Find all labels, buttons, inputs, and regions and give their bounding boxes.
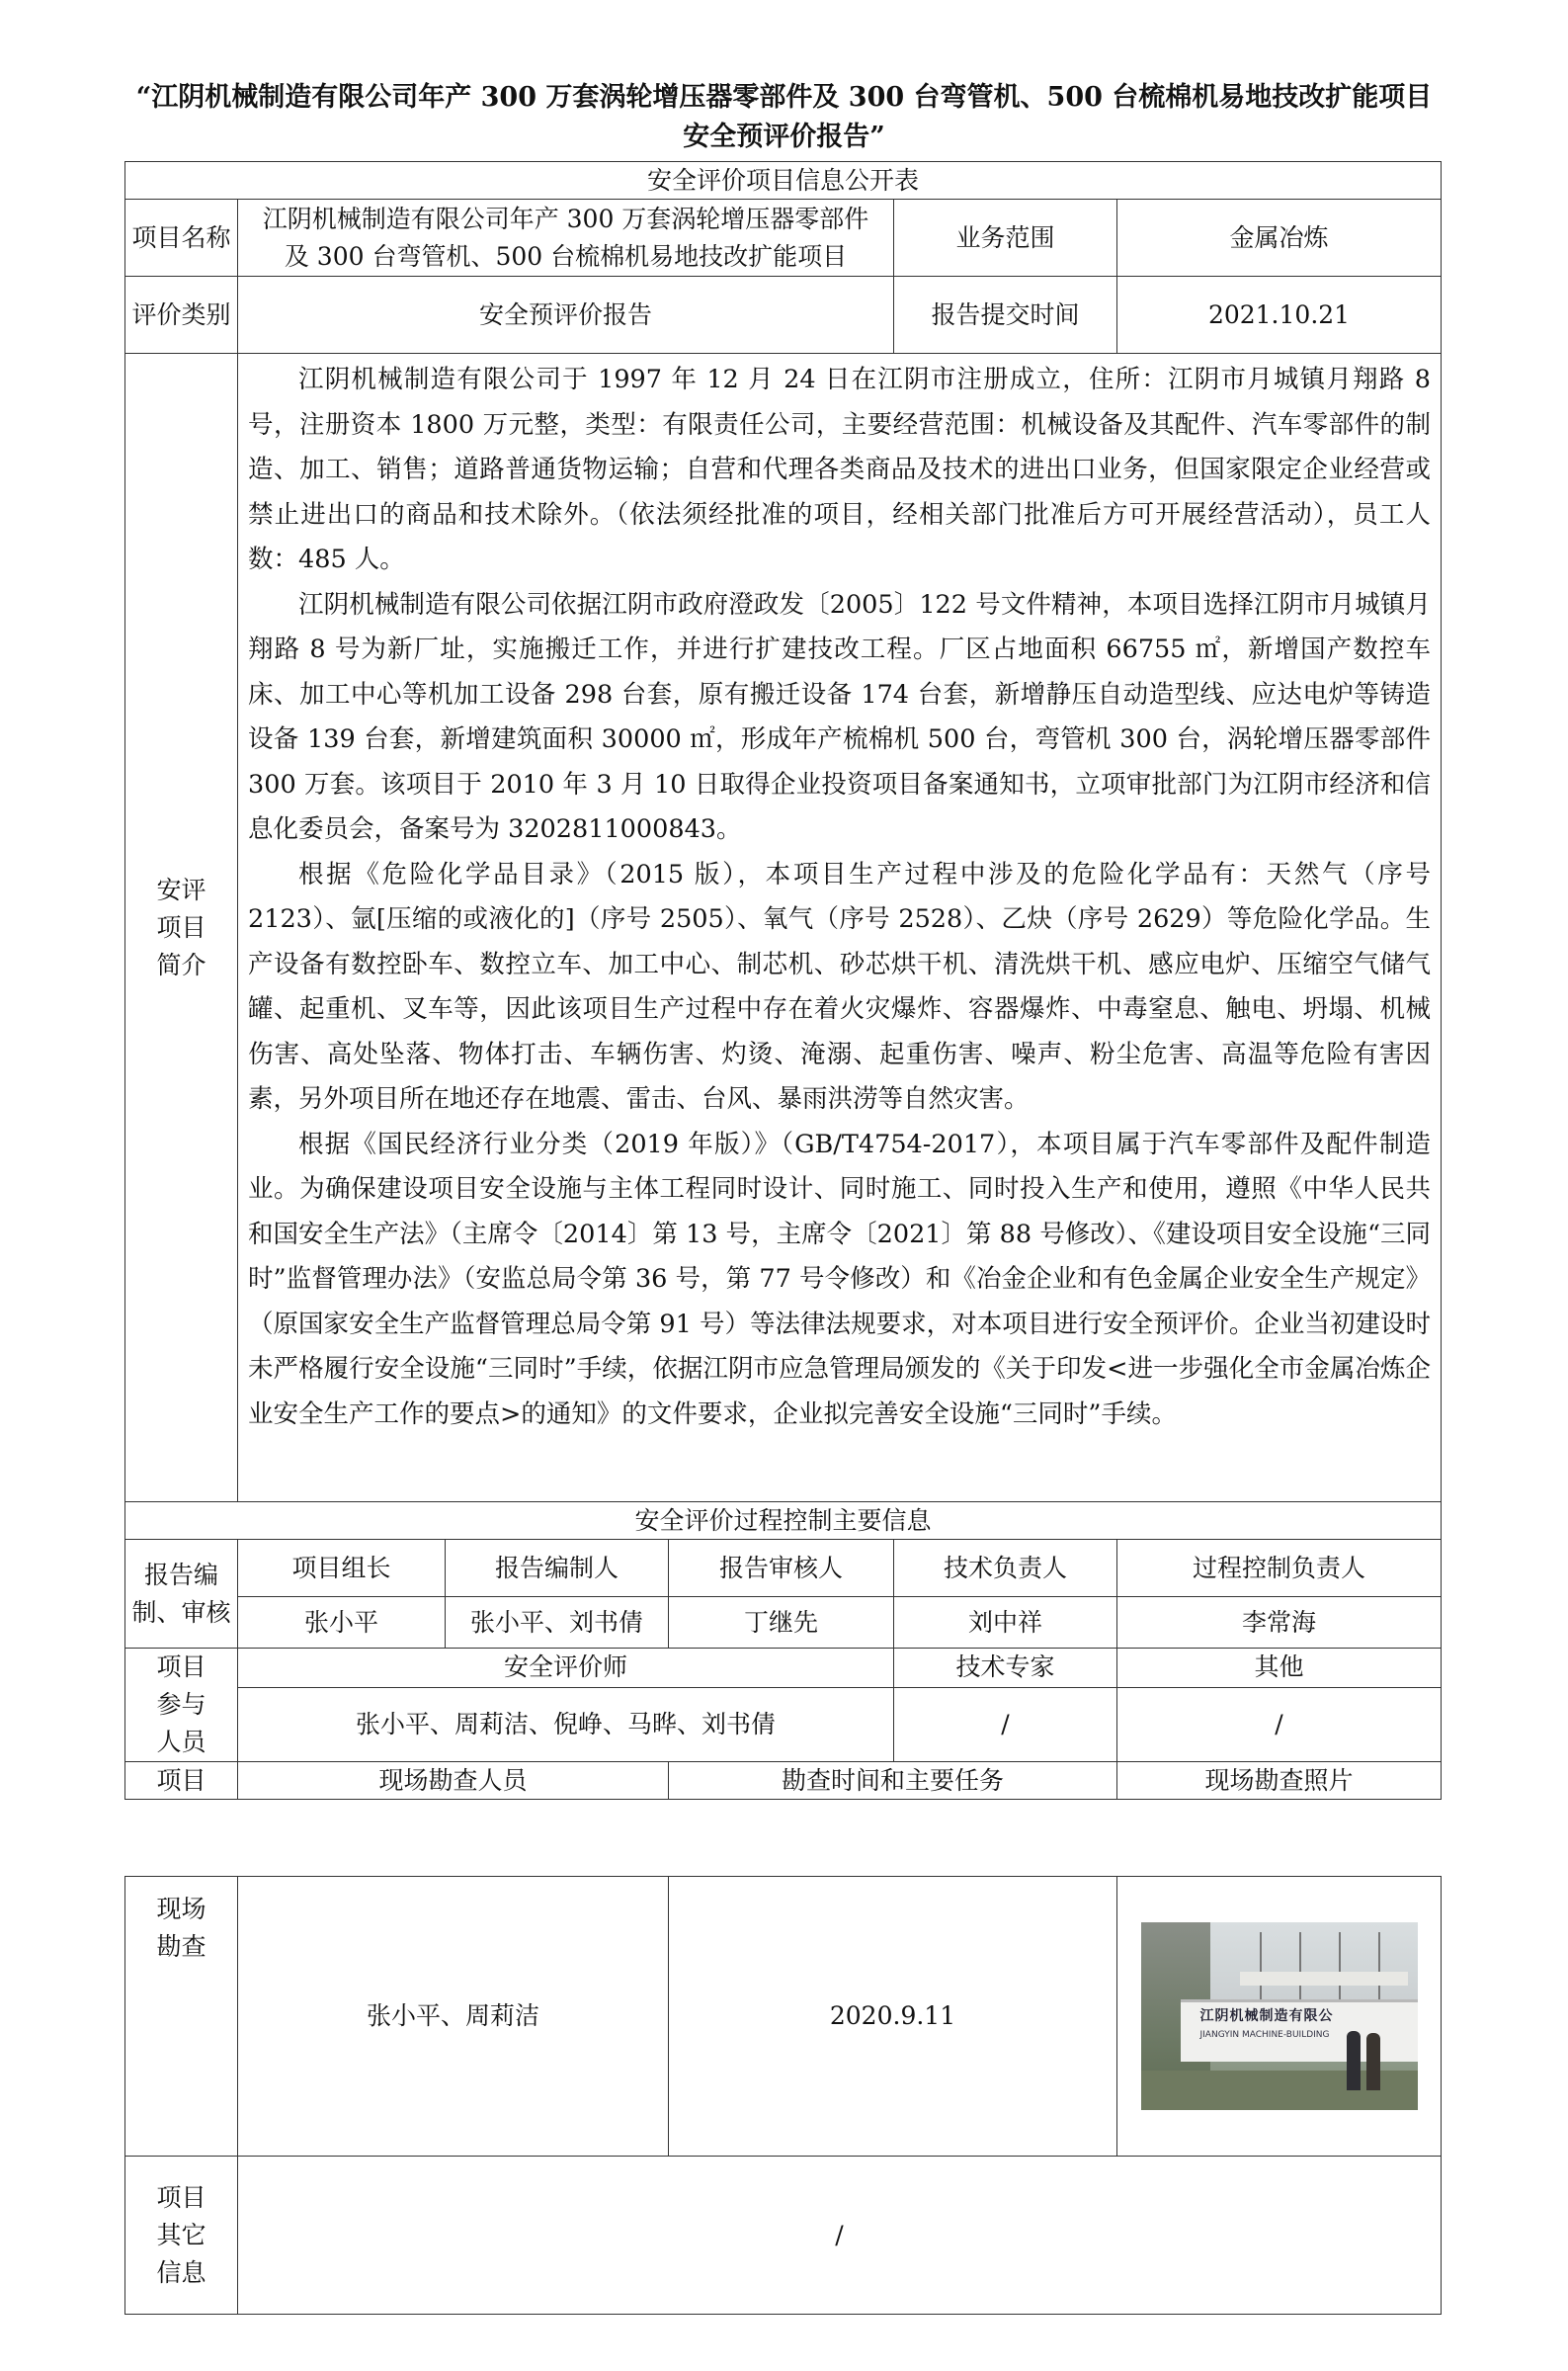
submit-time-value: 2021.10.21 [1117, 277, 1442, 354]
report-label: 报告编制、审核 [125, 1540, 238, 1649]
expert-label: 技术专家 [894, 1649, 1117, 1688]
person-process-lead: 李常海 [1117, 1597, 1442, 1649]
evaluator-label: 安全评价师 [238, 1649, 894, 1688]
survey-photo [1141, 1922, 1418, 2110]
others-value: / [1117, 1687, 1442, 1761]
photo-pole [1378, 1932, 1380, 2001]
eval-type-value: 安全预评价报告 [238, 277, 894, 354]
intro-label: 安评项目简介 [125, 354, 238, 1502]
project-label: 项目 [125, 1762, 238, 1800]
role-tech-lead: 技术负责人 [894, 1540, 1117, 1597]
report-title-line2: 安全预评价报告” [683, 122, 885, 152]
survey-table [124, 1876, 1442, 2315]
submit-time-label: 报告提交时间 [894, 277, 1117, 354]
photo-person [1366, 2033, 1380, 2090]
intro-text [238, 354, 1442, 1502]
business-scope-value: 金属冶炼 [1117, 200, 1442, 277]
experts-value: / [894, 1687, 1117, 1761]
photo-pole [1339, 1932, 1341, 2001]
report-title-line1: “江阴机械制造有限公司年产 300 万套涡轮增压器零部件及 300 台弯管机、500 台梳棉机易地技改扩能项目 [135, 82, 1433, 113]
photo-pole [1299, 1932, 1301, 2001]
other-info-label: 项目其它信息 [125, 2157, 238, 2315]
project-name-label: 项目名称 [125, 200, 238, 277]
intro-paragraph: 江阴机械制造有限公司于 1997 年 12 月 24 日在江阴市注册成立，住所：江阴市月城镇月翔路 8 号，注册资本 1800 万元整，类型：有限责任公司，主要经营范围：机械设备及其配件、汽车零部件的制造、加工、销售；道路普通货物运输；自营和代理各类商品及技术的进出口业务，但国家限定企业经营或禁止进出口的商品和技术除外。（依法须经批准的项目，经相关部门批准后方可开展经营活动），员工人数：485 人。 [248, 365, 1432, 574]
person-tech-lead: 刘中祥 [894, 1597, 1117, 1649]
role-process-lead: 过程控制负责人 [1117, 1540, 1442, 1597]
intro-paragraph: 根据《危险化学品目录》（2015 版），本项目生产过程中涉及的危险化学品有：天然气（序号 2123）、氩[压缩的或液化的]（序号 2505）、氧气（序号 2528）、乙炔（序号 2629）等危险化学品。生产设备有数控卧车、数控立车、加工中心、制芯机、砂芯烘干机、清洗烘干机、感应电炉、压缩空气储气罐、起重机、叉车等，因此该项目生产过程中存在着火灾爆炸、容器爆炸、中毒窒息、触电、坍塌、机械伤害、高处坠落、物体打击、车辆伤害、灼烫、淹溺、起重伤害、噪声、粉尘危害、高温等危险有害因素，另外项目所在地还存在地震、雷击、台风、暴雨洪涝等自然灾害。 [248, 859, 1432, 1114]
photo-person [1347, 2031, 1361, 2090]
photo-banner [1240, 1972, 1408, 1986]
survey-date-value: 2020.9.11 [669, 1877, 1117, 2157]
survey-time-label: 勘查时间和主要任务 [669, 1762, 1117, 1800]
other-info-value: / [238, 2157, 1442, 2315]
intro-paragraph: 江阴机械制造有限公司依据江阴市政府澄政发〔2005〕122 号文件精神，本项目选择江阴市月城镇月翔路 8 号为新厂址，实施搬迁工作，并进行扩建技改工程。厂区占地面积 66755 ㎡，新增国产数控车床、加工中心等机加工设备 298 台套，原有搬迁设备 174 台套，新增静压自动造型线、应达电炉等铸造设备 139 台套，新增建筑面积 30000 ㎡，形成年产梳棉机 500 台，弯管机 300 台，涡轮增压器零部件 300 万套。该项目于 2010 年 3 月 10 日取得企业投资项目备案通知书，立项审批部门为江阴市经济和信息化委员会，备案号为 3202811000843。 [248, 589, 1432, 844]
participants-label: 项目参与人员 [125, 1649, 238, 1762]
survey-label: 现场勘查 [125, 1877, 238, 2157]
survey-staff-value: 张小平、周莉洁 [238, 1877, 669, 2157]
person-leader: 张小平 [238, 1597, 446, 1649]
intro-paragraph: 根据《国民经济行业分类（2019 年版）》（GB/T4754-2017），本项目属于汽车零部件及配件制造业。为确保建设项目安全设施与主体工程同时设计、同时施工、同时投入生产和使用，遵照《中华人民共和国安全生产法》（主席令〔2014〕第 13 号，主席令〔2021〕第 88 号修改）、《建设项目安全设施“三同时”监督管理办法》（安监总局令第 36 号，第 77 号令修改）和《冶金企业和有色金属企业安全生产规定》（原国家安全生产监督管理总局令第 91 号）等法律法规要求，对本项目进行安全预评价。企业当初建设时未严格履行安全设施“三同时”手续，依据江阴市应急管理局颁发的《关于印发<进一步强化全市金属冶炼企业安全生产工作的要点>的通知》的文件要求，企业拟完善安全设施“三同时”手续。 [248, 1129, 1432, 1429]
evaluators-value: 张小平、周莉洁、倪峥、马晔、刘书倩 [238, 1687, 894, 1761]
role-author: 报告编制人 [446, 1540, 669, 1597]
photo-pole [1260, 1932, 1262, 2001]
role-leader: 项目组长 [238, 1540, 446, 1597]
person-reviewer: 丁继先 [669, 1597, 894, 1649]
business-scope-label: 业务范围 [894, 200, 1117, 277]
process-heading: 安全评价过程控制主要信息 [125, 1502, 1442, 1540]
survey-photo-cell [1117, 1877, 1442, 2157]
survey-staff-label: 现场勘查人员 [238, 1762, 669, 1800]
person-author: 张小平、刘书倩 [446, 1597, 669, 1649]
eval-type-label: 评价类别 [125, 277, 238, 354]
table-heading: 安全评价项目信息公开表 [125, 162, 1442, 200]
role-reviewer: 报告审核人 [669, 1540, 894, 1597]
photo-sign: 江阴机械制造有限公 [1199, 2008, 1334, 2024]
project-name-value: 江阴机械制造有限公司年产 300 万套涡轮增压器零部件及 300 台弯管机、500 台梳棉机易地技改扩能项目 [238, 200, 894, 277]
photo-sign-en: JIANGYIN MACHINE-BUILDING [1199, 2030, 1330, 2040]
other-label: 其他 [1117, 1649, 1442, 1688]
survey-photo-label: 现场勘查照片 [1117, 1762, 1442, 1800]
info-table [124, 161, 1442, 1800]
